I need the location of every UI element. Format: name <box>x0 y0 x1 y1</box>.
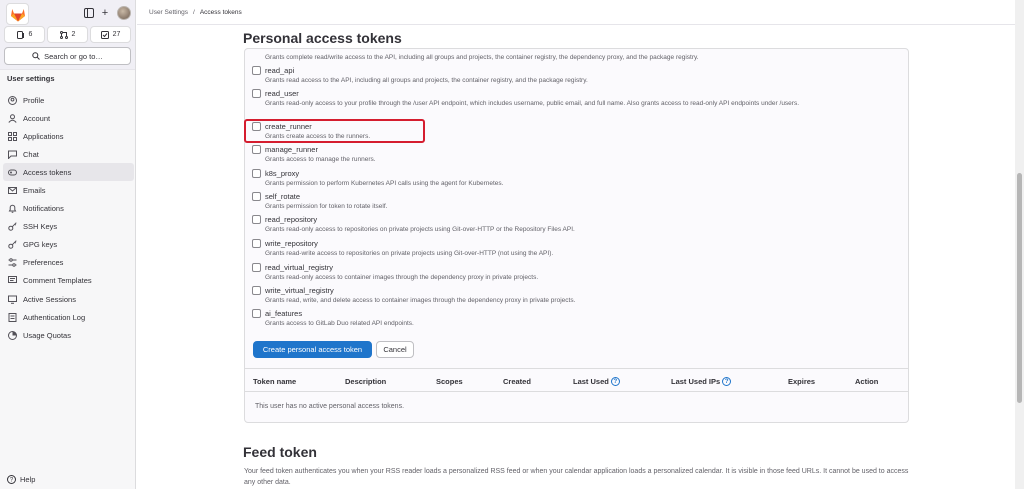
sidebar-item-label: Account <box>23 113 51 123</box>
help-icon <box>7 475 16 484</box>
sidebar-item-gpg-keys[interactable] <box>3 236 134 254</box>
scrollbar-thumb[interactable] <box>1017 173 1022 403</box>
scope-checkbox[interactable] <box>252 286 261 295</box>
scope-description: Grants read-only access to container images through the dependency proxy in private projects. <box>265 274 539 281</box>
sidebar-item-label: Applications <box>23 131 64 141</box>
scope-name: read_api <box>265 66 295 75</box>
avatar[interactable] <box>117 6 131 20</box>
sidebar <box>0 0 136 489</box>
token-icon <box>8 168 17 177</box>
scope-name: read_user <box>265 89 299 98</box>
gitlab-tanuki-icon <box>10 7 26 22</box>
help-button[interactable] <box>7 475 35 484</box>
breadcrumb-parent[interactable]: User Settings <box>149 9 189 16</box>
help-icon[interactable]: ? <box>722 377 731 386</box>
sidebar-item-applications[interactable] <box>3 127 134 145</box>
sidebar-header <box>0 0 135 70</box>
scope-checkbox[interactable] <box>252 145 261 154</box>
quota-icon <box>8 331 17 340</box>
sidebar-nav <box>3 91 134 344</box>
mail-icon <box>8 186 17 195</box>
sidebar-item-label: SSH Keys <box>23 222 58 232</box>
counts-bar <box>4 26 131 43</box>
breadcrumb <box>149 9 242 16</box>
issues-count-button[interactable] <box>4 26 45 43</box>
sidebar-section-title: User settings <box>7 74 55 83</box>
key-icon <box>8 240 17 249</box>
scope-description: Grants read-write access to repositories on private projects using Git-over-HTTP (not using the API). <box>265 250 554 257</box>
sidebar-item-label: GPG keys <box>23 240 58 250</box>
help-icon[interactable]: ? <box>611 377 620 386</box>
scope-name: write_virtual_registry <box>265 286 334 295</box>
help-label: Help <box>20 475 36 484</box>
svg-text:?: ? <box>9 477 14 484</box>
scope-description: Grants access to manage the runners. <box>265 156 376 163</box>
column-header-action: Action <box>855 377 879 386</box>
scope-description: Grants read access to the API, including all groups and projects, the container registry, and the package registry. <box>265 77 588 84</box>
sidebar-item-usage-quotas[interactable] <box>3 326 134 344</box>
scope-description: Grants create access to the runners. <box>265 133 371 140</box>
sessions-icon <box>8 295 17 304</box>
preferences-icon <box>8 258 17 267</box>
scope-checkbox[interactable] <box>252 239 261 248</box>
sidebar-item-label: Notifications <box>23 204 64 214</box>
api-scope-description: Grants complete read/write access to the API, including all groups and projects, the container registry, the dependency proxy, and the package registry. <box>265 54 699 61</box>
sidebar-item-preferences[interactable] <box>3 254 134 272</box>
scope-name: create_runner <box>265 122 312 131</box>
sidebar-item-label: Usage Quotas <box>23 330 71 340</box>
issues-icon <box>17 31 25 39</box>
collapse-sidebar-icon[interactable] <box>83 7 95 19</box>
empty-tokens-message: This user has no active personal access tokens. <box>255 403 405 410</box>
account-icon <box>8 114 17 123</box>
feed-token-description: Your feed token authenticates you when your RSS reader loads a personalized RSS feed or when your calendar application loads a personalized calendar. It is visible in those feed URLs. It cannot be used to access any other data. <box>244 468 909 486</box>
column-header-token-name[interactable]: Token name <box>253 377 297 386</box>
column-header-created[interactable]: Created <box>503 377 531 386</box>
log-icon <box>8 313 17 322</box>
todos-count: 27 <box>112 31 121 38</box>
scope-description: Grants access to GitLab Duo related API endpoints. <box>265 320 414 327</box>
merge-requests-count: 2 <box>71 31 76 38</box>
scope-description: Grants read-only access to your profile through the /user API endpoint, which includes username, public email, and full name. Also grants access to read-only API endpoints under /users. <box>265 100 800 107</box>
scope-description: Grants read, write, and delete access to container images through the dependency proxy in private projects. <box>265 297 576 304</box>
gitlab-logo[interactable] <box>6 3 29 25</box>
search-icon <box>32 52 40 60</box>
applications-icon <box>8 132 17 141</box>
scope-name: manage_runner <box>265 145 318 154</box>
scope-name: k8s_proxy <box>265 169 300 178</box>
merge-requests-count-button[interactable] <box>47 26 88 43</box>
todo-icon <box>101 31 109 39</box>
scope-name: self_rotate <box>265 192 301 201</box>
cancel-button[interactable]: Cancel <box>376 341 414 358</box>
scope-description: Grants permission for token to rotate itself. <box>265 203 388 210</box>
scope-description: Grants permission to perform Kubernetes API calls using the agent for Kubernetes. <box>265 180 504 187</box>
sidebar-item-profile[interactable] <box>3 91 134 109</box>
breadcrumb-current: Access tokens <box>199 9 242 16</box>
sidebar-item-label: Profile <box>23 95 45 105</box>
sidebar-item-authentication-log[interactable] <box>3 308 134 326</box>
sidebar-item-notifications[interactable] <box>3 200 134 218</box>
sidebar-item-access-tokens[interactable] <box>3 163 134 181</box>
scope-checkbox[interactable] <box>252 215 261 224</box>
sidebar-item-label: Preferences <box>23 258 64 268</box>
scope-checkbox[interactable] <box>252 263 261 272</box>
column-header-last-used-ips[interactable] <box>671 377 731 386</box>
sidebar-item-label: Active Sessions <box>23 294 76 304</box>
scope-name: read_repository <box>265 215 318 224</box>
sidebar-item-ssh-keys[interactable] <box>3 218 134 236</box>
sidebar-item-active-sessions[interactable] <box>3 290 134 308</box>
search-label: Search or go to… <box>44 51 103 61</box>
scope-checkbox[interactable] <box>252 309 261 318</box>
column-header-expires[interactable]: Expires <box>788 377 816 386</box>
page-title: Personal access tokens <box>243 30 402 46</box>
scope-checkbox[interactable] <box>252 192 261 201</box>
sidebar-item-emails[interactable] <box>3 181 134 199</box>
scope-checkbox[interactable] <box>252 169 261 178</box>
scope-name: read_virtual_registry <box>265 263 333 272</box>
plus-icon[interactable]: + <box>101 7 109 19</box>
column-header-last-used[interactable] <box>573 377 620 386</box>
scope-description: Grants read-only access to repositories on private projects using Git-over-HTTP or the Repository Files API. <box>265 226 575 233</box>
create-token-button[interactable]: Create personal access token <box>253 341 372 358</box>
issues-count: 6 <box>28 31 33 38</box>
scope-checkbox[interactable] <box>252 89 261 98</box>
sidebar-item-chat[interactable] <box>3 145 134 163</box>
bell-icon <box>8 204 17 213</box>
sidebar-item-label: Authentication Log <box>23 312 86 322</box>
feed-token-title: Feed token <box>243 444 317 460</box>
column-header-label: Last Used <box>573 377 609 386</box>
todos-count-button[interactable] <box>90 26 131 43</box>
tokens-table-header <box>245 368 908 392</box>
chat-icon <box>8 150 17 159</box>
comment-icon <box>8 276 17 285</box>
breadcrumb-separator: / <box>193 9 195 16</box>
column-header-description[interactable]: Description <box>345 377 387 386</box>
scope-checkbox[interactable] <box>252 66 261 75</box>
scope-name: write_repository <box>265 239 318 248</box>
scope-name: ai_features <box>265 309 303 318</box>
top-bar <box>137 0 1024 25</box>
column-header-scopes[interactable]: Scopes <box>436 377 463 386</box>
sidebar-item-label: Emails <box>23 186 46 196</box>
create-runner-highlight-box <box>244 119 425 143</box>
profile-icon <box>8 96 17 105</box>
sidebar-item-label: Chat <box>23 149 39 159</box>
column-header-label: Last Used IPs <box>671 377 721 386</box>
search-button[interactable] <box>4 47 131 65</box>
page-scrollbar[interactable] <box>1015 0 1024 489</box>
sidebar-item-comment-templates[interactable] <box>3 272 134 290</box>
sidebar-item-account[interactable] <box>3 109 134 127</box>
merge-request-icon <box>60 31 68 39</box>
sidebar-item-label: Access tokens <box>23 167 72 177</box>
key-icon <box>8 222 17 231</box>
sidebar-item-label: Comment Templates <box>23 276 92 286</box>
